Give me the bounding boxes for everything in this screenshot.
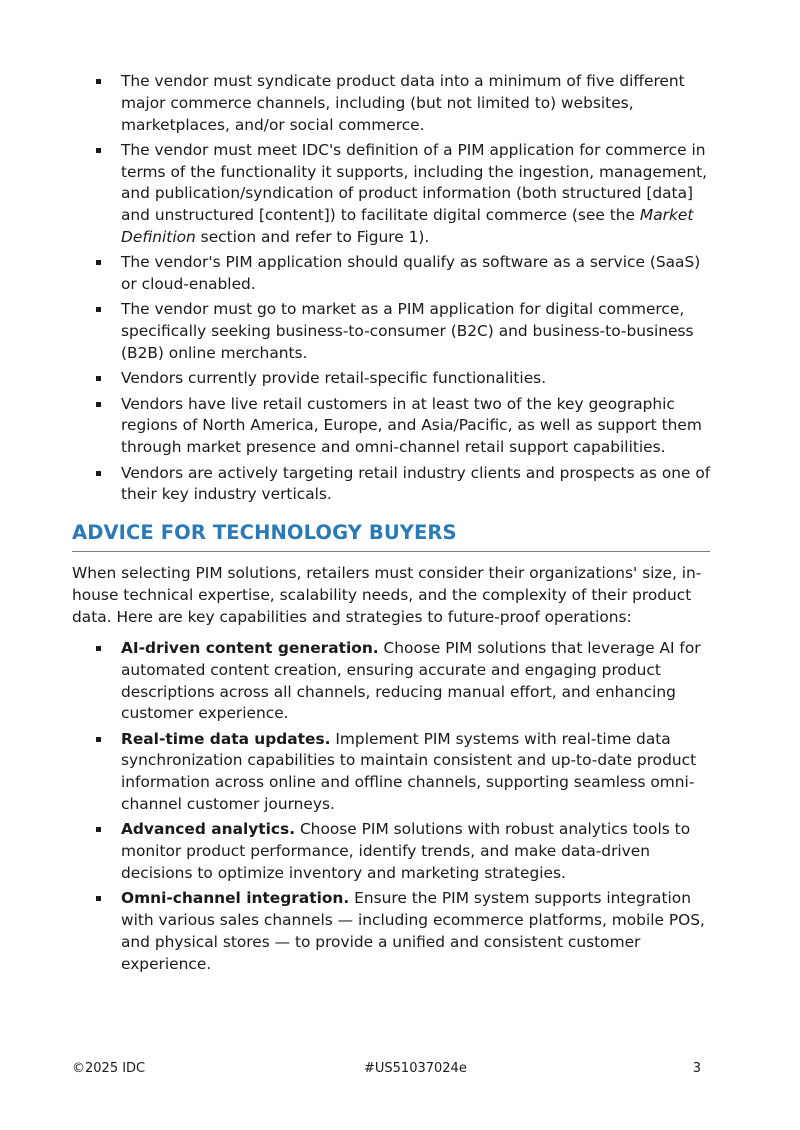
list-item-lead: AI-driven content generation. [121, 639, 379, 657]
list-item-text: Ensure the PIM system supports integration with various sales channels — including ecommerce platforms, mobile POS, and physical stores — to provide a unified and consistent customer experience. [121, 889, 705, 973]
list-item-text-tail: section and refer to Figure 1). [195, 228, 430, 247]
list-item [96, 252, 711, 296]
section-intro-paragraph: When selecting PIM solutions, retailers must consider their organizations' size, in-house technical expertise, scalability needs, and the complexity of their product data. Here are key capabilities and strategies to future-proof operations: [72, 564, 702, 626]
list-item-text: The vendor must syndicate product data into a minimum of five different major commerce channels, including (but not limited to) websites, marketplaces, and/or social commerce. [121, 72, 685, 134]
list-item [96, 368, 711, 390]
list-item-text: The vendor must go to market as a PIM application for digital commerce, specifically seeking business-to-consumer (B2C) and business-to-business (B2B) online merchants. [121, 300, 694, 363]
list-item [96, 819, 711, 884]
footer-page-number: 3 [692, 1061, 701, 1076]
list-item [96, 638, 711, 725]
list-item-text: Choose PIM solutions that leverage AI for automated content creation, ensuring accurate and engaging product descriptions across all channels, reducing manual effort, and enhancing customer experience. [121, 639, 701, 723]
list-item-text: Implement PIM systems with real-time data synchronization capabilities to maintain consistent and up-to-date product information across online and offline channels, supporting seamless omni-channel customer journeys. [121, 729, 697, 814]
list-item [96, 888, 711, 975]
list-item-text: Vendors currently provide retail-specific functionalities. [121, 369, 547, 388]
list-item [96, 463, 711, 507]
list-item-text: Vendors have live retail customers in at least two of the key geographic regions of North America, Europe, and Asia/Pacific, as well as support them through market presence and omni-channel retail support capabilities. [121, 394, 702, 457]
list-item-text: The vendor must meet IDC's definition of a PIM application for commerce in terms of the functionality it supports, including the ingestion, management, and publication/syndication of product information (both structured [data] and unstructured [content]) to facilitate digital commerce (see the [121, 140, 708, 225]
inclusion-criteria-list [96, 71, 711, 510]
list-item-text: The vendor's PIM application should qualify as software as a service (SaaS) or cloud-enabled. [121, 253, 701, 294]
list-item-lead: Real-time data updates. [121, 729, 331, 748]
list-item-lead: Omni-channel integration. [121, 889, 350, 908]
list-item-lead: Advanced analytics. [121, 820, 296, 839]
section-reference: Market Definition [121, 206, 694, 247]
list-item-text: Vendors are actively targeting retail industry clients and prospects as one of their key industry verticals. [121, 463, 711, 504]
footer-copyright: ©2025 IDC [72, 1061, 146, 1076]
footer-document-id: #US51037024e [364, 1061, 467, 1076]
advice-list [96, 638, 711, 979]
list-item [96, 299, 711, 364]
section-heading: ADVICE FOR TECHNOLOGY BUYERS [72, 521, 710, 552]
list-item [96, 394, 711, 459]
list-item [96, 729, 711, 816]
list-item [96, 71, 711, 136]
list-item-text: Choose PIM solutions with robust analytics tools to monitor product performance, identify trends, and make data-driven decisions to optimize inventory and marketing strategies. [121, 820, 691, 882]
list-item [96, 140, 711, 249]
